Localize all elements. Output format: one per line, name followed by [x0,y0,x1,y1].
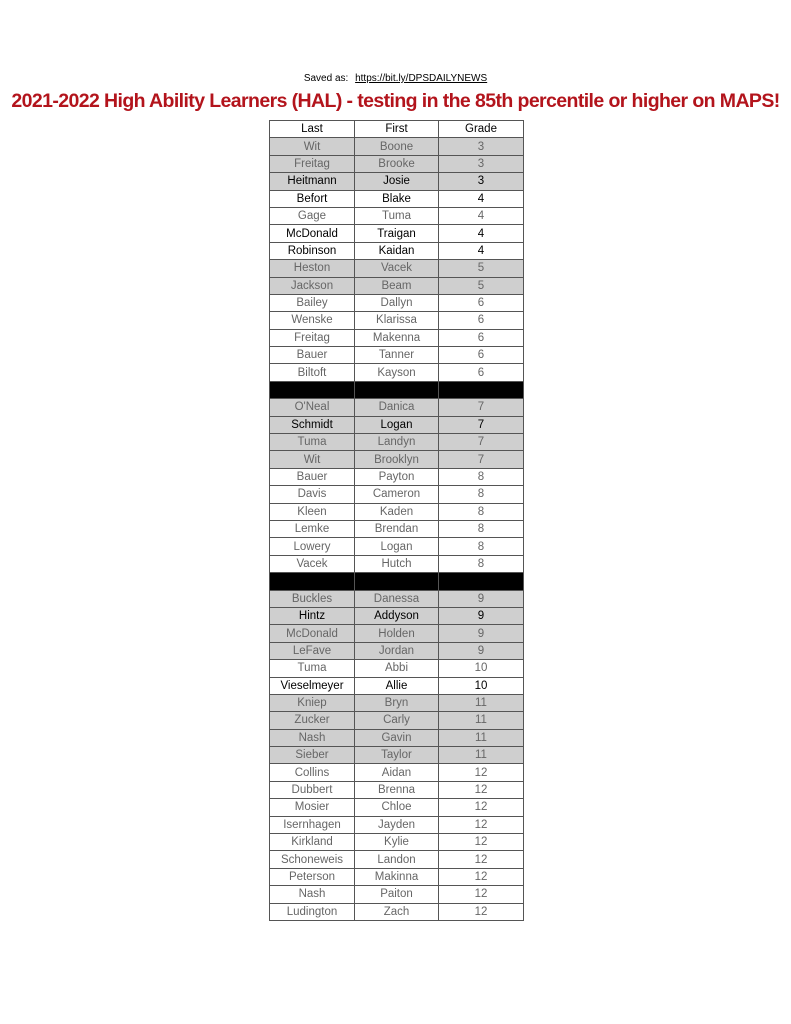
cell-first-name: Jayden [355,816,439,833]
cell-grade: 12 [439,764,524,781]
table-row [270,538,524,555]
cell-last-name: Kniep [270,694,355,711]
table-row [270,347,524,364]
table-row [270,607,524,624]
table-row [270,642,524,659]
cell-grade: 9 [439,607,524,624]
cell-grade: 5 [439,277,524,294]
cell-grade: 4 [439,242,524,259]
column-header-grade: Grade [439,121,524,138]
cell-first-name: Traigan [355,225,439,242]
cell-last-name: Bauer [270,468,355,485]
cell-first-name: Landon [355,851,439,868]
cell-last-name: Jackson [270,277,355,294]
table-row [270,868,524,885]
cell-first-name: Vacek [355,260,439,277]
cell-grade: 9 [439,590,524,607]
cell-first-name: Brooke [355,155,439,172]
table-row [270,729,524,746]
table-row [270,520,524,537]
table-row [270,138,524,155]
cell-last-name: Lemke [270,520,355,537]
cell-first-name: Payton [355,468,439,485]
cell-last-name: Tuma [270,660,355,677]
cell-grade: 8 [439,538,524,555]
cell-first-name: Zach [355,903,439,920]
cell-last-name: Kirkland [270,834,355,851]
table-row [270,451,524,468]
saved-as-line [0,73,791,84]
cell-grade: 4 [439,225,524,242]
hal-roster-table [269,120,524,921]
cell-grade: 12 [439,799,524,816]
cell-grade: 12 [439,868,524,885]
cell-last-name: Nash [270,886,355,903]
cell-grade: 6 [439,347,524,364]
cell-first-name: Holden [355,625,439,642]
table-row [270,677,524,694]
table-row [270,834,524,851]
cell-last-name: McDonald [270,225,355,242]
cell-last-name: Freitag [270,329,355,346]
page-title: 2021-2022 High Ability Learners (HAL) - testing in the 85th percentile or higher on MAPS! [11,90,780,112]
cell-last-name: LeFave [270,642,355,659]
cell-last-name: Gage [270,207,355,224]
cell-first-name: Tanner [355,347,439,364]
cell-last-name: Hintz [270,607,355,624]
cell-grade: 7 [439,434,524,451]
cell-last-name: Heitmann [270,173,355,190]
cell-grade: 6 [439,312,524,329]
cell-first-name: Brendan [355,520,439,537]
cell-last-name: Freitag [270,155,355,172]
table-row [270,764,524,781]
cell-first-name: Taylor [355,747,439,764]
table-row [270,660,524,677]
cell-last-name: Befort [270,190,355,207]
table-row [270,207,524,224]
divider-cell [439,381,524,398]
cell-grade: 8 [439,520,524,537]
cell-first-name: Jordan [355,642,439,659]
cell-first-name: Chloe [355,799,439,816]
cell-last-name: Bailey [270,294,355,311]
table-row [270,799,524,816]
cell-first-name: Makenna [355,329,439,346]
table-row [270,886,524,903]
column-header-last: Last [270,121,355,138]
cell-first-name: Landyn [355,434,439,451]
cell-grade: 12 [439,903,524,920]
table-row [270,329,524,346]
cell-first-name: Brenna [355,781,439,798]
cell-grade: 3 [439,138,524,155]
cell-grade: 12 [439,851,524,868]
cell-last-name: Collins [270,764,355,781]
table-row [270,155,524,172]
cell-first-name: Carly [355,712,439,729]
table-row [270,277,524,294]
group-divider-row [270,381,524,398]
cell-last-name: Mosier [270,799,355,816]
cell-last-name: Kleen [270,503,355,520]
cell-grade: 6 [439,329,524,346]
cell-last-name: Lowery [270,538,355,555]
table-row [270,816,524,833]
cell-first-name: Kaden [355,503,439,520]
table-row [270,555,524,572]
saved-as-label: Saved as: [303,73,349,84]
table-row [270,903,524,920]
cell-first-name: Kylie [355,834,439,851]
cell-first-name: Paiton [355,886,439,903]
divider-cell [355,381,439,398]
cell-grade: 7 [439,416,524,433]
cell-last-name: Isernhagen [270,816,355,833]
cell-first-name: Hutch [355,555,439,572]
cell-last-name: Bauer [270,347,355,364]
cell-first-name: Logan [355,538,439,555]
cell-grade: 8 [439,555,524,572]
cell-last-name: Wenske [270,312,355,329]
cell-grade: 11 [439,747,524,764]
cell-last-name: Dubbert [270,781,355,798]
divider-cell [270,381,355,398]
cell-last-name: Zucker [270,712,355,729]
cell-grade: 11 [439,694,524,711]
cell-last-name: McDonald [270,625,355,642]
table-row [270,399,524,416]
cell-grade: 10 [439,677,524,694]
cell-first-name: Gavin [355,729,439,746]
divider-cell [439,573,524,590]
cell-last-name: Peterson [270,868,355,885]
cell-first-name: Aidan [355,764,439,781]
table-body [270,138,524,921]
table-row [270,434,524,451]
table-row [270,225,524,242]
cell-first-name: Kayson [355,364,439,381]
cell-last-name: Sieber [270,747,355,764]
table-row [270,312,524,329]
cell-grade: 3 [439,173,524,190]
cell-grade: 8 [439,486,524,503]
table-row [270,694,524,711]
cell-first-name: Logan [355,416,439,433]
cell-grade: 9 [439,625,524,642]
cell-grade: 6 [439,294,524,311]
cell-first-name: Kaidan [355,242,439,259]
cell-grade: 5 [439,260,524,277]
table-row [270,486,524,503]
table-row [270,294,524,311]
cell-first-name: Klarissa [355,312,439,329]
cell-grade: 3 [439,155,524,172]
cell-first-name: Bryn [355,694,439,711]
table-row [270,625,524,642]
cell-first-name: Makinna [355,868,439,885]
column-header-first: First [355,121,439,138]
cell-grade: 12 [439,886,524,903]
cell-grade: 10 [439,660,524,677]
cell-first-name: Addyson [355,607,439,624]
cell-last-name: Schmidt [270,416,355,433]
cell-last-name: Wit [270,451,355,468]
cell-last-name: Schoneweis [270,851,355,868]
table-row [270,747,524,764]
cell-grade: 4 [439,207,524,224]
cell-grade: 11 [439,729,524,746]
table-row [270,260,524,277]
cell-first-name: Cameron [355,486,439,503]
cell-grade: 8 [439,468,524,485]
table-row [270,173,524,190]
cell-last-name: Tuma [270,434,355,451]
table-row [270,851,524,868]
cell-last-name: Heston [270,260,355,277]
cell-grade: 7 [439,399,524,416]
table-row [270,781,524,798]
cell-last-name: Biltoft [270,364,355,381]
cell-last-name: Vieselmeyer [270,677,355,694]
cell-grade: 12 [439,834,524,851]
table-row [270,416,524,433]
table-row [270,364,524,381]
table-row [270,590,524,607]
cell-last-name: Robinson [270,242,355,259]
cell-grade: 8 [439,503,524,520]
divider-cell [270,573,355,590]
cell-last-name: Vacek [270,555,355,572]
saved-as-link[interactable]: https://bit.ly/DPSDAILYNEWS [355,73,488,84]
table-row [270,503,524,520]
cell-grade: 12 [439,781,524,798]
cell-first-name: Danessa [355,590,439,607]
cell-first-name: Josie [355,173,439,190]
cell-first-name: Brooklyn [355,451,439,468]
cell-grade: 7 [439,451,524,468]
cell-first-name: Boone [355,138,439,155]
cell-last-name: Buckles [270,590,355,607]
cell-grade: 9 [439,642,524,659]
cell-first-name: Dallyn [355,294,439,311]
cell-last-name: O'Neal [270,399,355,416]
cell-first-name: Abbi [355,660,439,677]
cell-last-name: Wit [270,138,355,155]
table-row [270,190,524,207]
table-row [270,468,524,485]
cell-grade: 11 [439,712,524,729]
cell-last-name: Ludington [270,903,355,920]
table-row [270,242,524,259]
table-row [270,712,524,729]
cell-grade: 12 [439,816,524,833]
cell-first-name: Tuma [355,207,439,224]
table-header-row [270,121,524,138]
cell-last-name: Davis [270,486,355,503]
cell-first-name: Beam [355,277,439,294]
divider-cell [355,573,439,590]
cell-first-name: Danica [355,399,439,416]
cell-last-name: Nash [270,729,355,746]
cell-first-name: Allie [355,677,439,694]
cell-grade: 4 [439,190,524,207]
cell-grade: 6 [439,364,524,381]
group-divider-row [270,573,524,590]
cell-first-name: Blake [355,190,439,207]
